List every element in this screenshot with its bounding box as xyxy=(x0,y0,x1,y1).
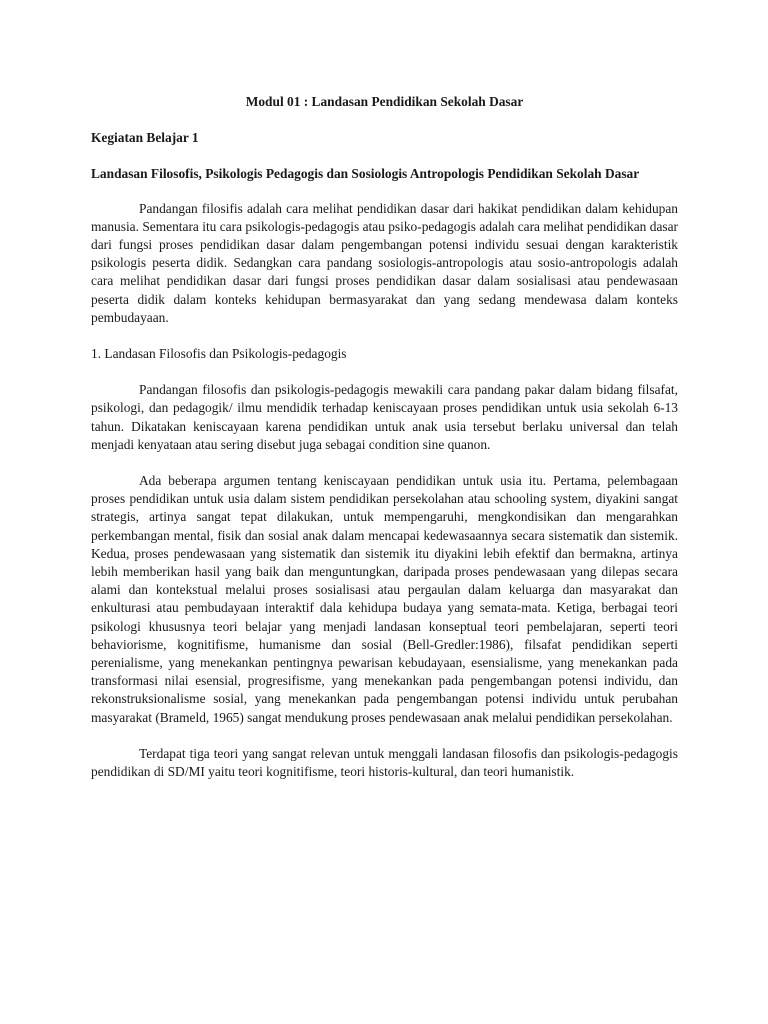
paragraph-3: Terdapat tiga teori yang sangat relevan untuk menggali landasan filosofis dan psikologis-pedagogis pendidikan di SD/MI yaitu teori kognitifisme, teori historis-kultural, dan teori humanistik. xyxy=(91,745,678,780)
intro-paragraph: Pandangan filosifis adalah cara melihat pendidikan dasar dari hakikat pendidikan dalam kehidupan manusia. Sementara itu cara psikologis-pedagogis atau psiko-pedagogis adalah cara melihat pendidikan dasar dari fungsi proses pendidikan dasar dalam pengembangan potensi individu sesuai dengan karakteristik psikologis peserta didik. Sedangkan cara pandang sosiologis-antropologis atau sosio-antropologis adalah cara melihat pendidikan dasar dari fungsi proses pendidikan dasar dalam sosialisasi atau pendewasaan peserta didik dalam konteks kehidupan bermasyarakat dan yang sedang mendewasa dalam konteks pembudayaan. xyxy=(91,200,678,325)
paragraph-1: Pandangan filosofis dan psikologis-pedagogis mewakili cara pandang pakar dalam bidang filsafat, psikologi, dan pedagogik/ ilmu mendidik terhadap keniscayaan proses pendidikan untuk usia sekolah 6-13 tahun. Dikatakan keniscayaan karena pendidikan untuk anak usia tersebut berlaku universal dan telah menjadi kenyataan atau sering disebut juga sebagai condition sine quanon. xyxy=(91,382,678,452)
activity-heading: Kegiatan Belajar 1 xyxy=(91,130,199,146)
section-heading: 1. Landasan Filosofis dan Psikologis-pedagogis xyxy=(91,346,347,362)
document-content xyxy=(91,93,678,799)
document-title: Modul 01 : Landasan Pendidikan Sekolah Dasar xyxy=(245,94,524,109)
paragraph-2: Ada beberapa argumen tentang keniscayaan pendidikan untuk usia itu. Pertama, pelembagaan proses pendidikan untuk usia dalam sistem pendidikan persekolahan atau schooling system, diyakini sangat strategis, artinya sangat tepat dilakukan, untuk mempengaruhi, mengkondisikan dan mengarahkan perkembangan mental, fisik dan sosial anak dalam mencapai kedewasaannya secara sistematik dan sistemik. Kedua, proses pendewasaan yang sistematik dan sistemik itu diyakini lebih efektif dan bermakna, artinya lebih memberikan hasil yang baik dan menguntungkan, daripada proses pendewasaan yang dilepas secara alami dan kontekstual melalui proses sosialisasi atau pergaulan dalam keluarga dan masyarakat dan enkulturasi atau pembudayaan interaktif dala kehidupa budaya yang semata-mata. Ketiga, berbagai teori psikologi khususnya teori belajar yang menjadi landasan konseptual teori pembelajaran, seperti teori behaviorisme, kognitifisme, humanisme dan sosial (Bell-Gredler:1986), filsafat pendidikan seperti perenialisme, yang menekankan pentingnya pewarisan kebudayaan, esensialisme, yang menekankan pada transformasi nilai esensial, progresifisme, yang menekankan pada pengembangan potensi individu, dan rekonstruksionalisme sosial, yang menekankan pada pengembangan potensi individu untuk perubahan masyarakat (Brameld, 1965) sangat mendukung proses pendewasaan anak melalui pendidikan persekolahan. xyxy=(91,473,678,725)
section-subtitle: Landasan Filosofis, Psikologis Pedagogis dan Sosiologis Antropologis Pendidikan Sekolah Dasar xyxy=(91,166,640,182)
